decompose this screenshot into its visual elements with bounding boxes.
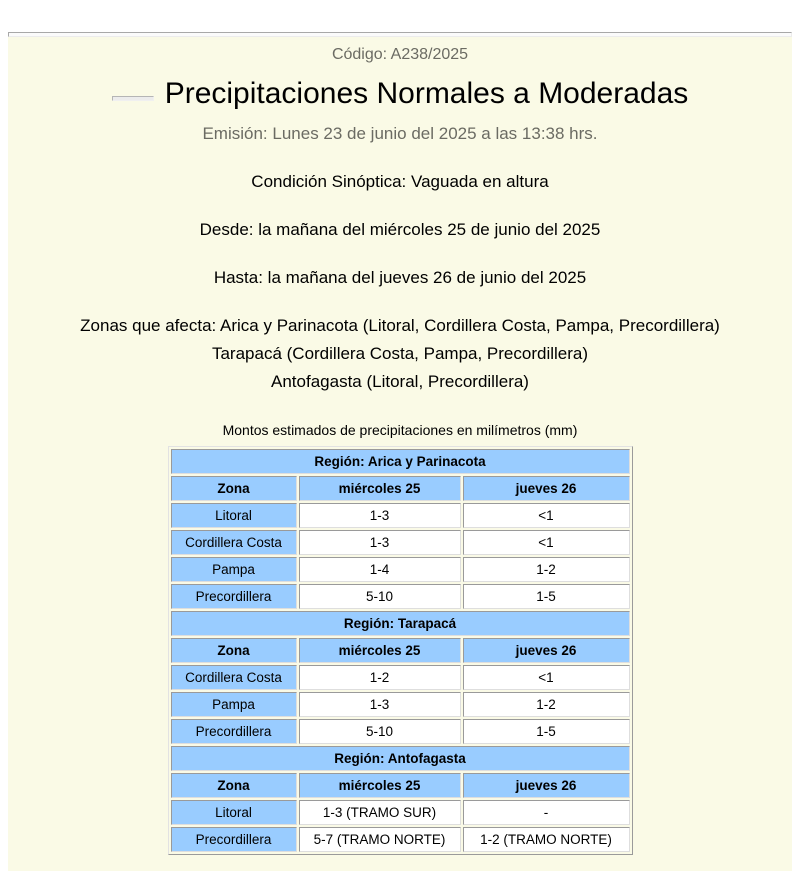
mini-divider [112, 96, 154, 101]
zone-cell: Cordillera Costa [171, 530, 297, 555]
zonas-block [8, 312, 792, 396]
column-header-row [171, 638, 630, 663]
value-cell: 1-5 [463, 719, 630, 744]
value-cell: 1-4 [299, 557, 461, 582]
zonas-line-3: Antofagasta (Litoral, Precordillera) [271, 372, 529, 391]
table-row [171, 692, 630, 717]
column-header-cell: jueves 26 [463, 773, 630, 798]
region-header-cell: Región: Arica y Parinacota [171, 449, 630, 474]
precipitation-table [168, 446, 633, 855]
column-header-cell: jueves 26 [463, 638, 630, 663]
value-cell: <1 [463, 530, 630, 555]
value-cell: 1-3 [299, 530, 461, 555]
page-title: Precipitaciones Normales a Moderadas [164, 77, 689, 110]
top-whitespace [8, 8, 792, 32]
value-cell: - [463, 800, 630, 825]
column-header-cell: Zona [171, 476, 297, 501]
zonas-line-2: Tarapacá (Cordillera Costa, Pampa, Precordillera) [211, 344, 589, 363]
table-row [171, 827, 630, 852]
column-header-cell: miércoles 25 [299, 638, 461, 663]
region-header-row [171, 746, 630, 771]
region-header-row [171, 449, 630, 474]
codigo-line: Código: A238/2025 [331, 46, 469, 63]
value-cell: 5-7 (TRAMO NORTE) [299, 827, 461, 852]
table-row [171, 503, 630, 528]
zone-cell: Litoral [171, 800, 297, 825]
column-header-row [171, 773, 630, 798]
title-row [8, 77, 792, 111]
column-header-cell: jueves 26 [463, 476, 630, 501]
desde-line: Desde: la mañana del miércoles 25 de junio del 2025 [199, 220, 601, 239]
table-row [171, 800, 630, 825]
zone-cell: Precordillera [171, 827, 297, 852]
zone-cell: Precordillera [171, 719, 297, 744]
value-cell: 1-2 [463, 557, 630, 582]
hasta-line: Hasta: la mañana del jueves 26 de junio del 2025 [213, 268, 587, 287]
table-caption: Montos estimados de precipitaciones en milímetros (mm) [222, 422, 578, 438]
precipitation-table-body [171, 449, 630, 852]
condicion-line: Condición Sinóptica: Vaguada en altura [251, 172, 549, 191]
region-header-cell: Región: Antofagasta [171, 746, 630, 771]
value-cell: 1-3 [299, 503, 461, 528]
value-cell: <1 [463, 665, 630, 690]
table-row [171, 719, 630, 744]
column-header-cell: Zona [171, 638, 297, 663]
value-cell: 1-2 (TRAMO NORTE) [463, 827, 630, 852]
table-row [171, 665, 630, 690]
emision-line: Emisión: Lunes 23 de junio del 2025 a las 13:38 hrs. [202, 124, 598, 143]
page-frame [8, 8, 792, 871]
table-row [171, 584, 630, 609]
zone-cell: Pampa [171, 692, 297, 717]
column-header-cell: miércoles 25 [299, 773, 461, 798]
zonas-line-1: Zonas que afecta: Arica y Parinacota (Litoral, Cordillera Costa, Pampa, Precordillera) [80, 316, 720, 335]
zone-cell: Cordillera Costa [171, 665, 297, 690]
table-row [171, 557, 630, 582]
value-cell: <1 [463, 503, 630, 528]
value-cell: 1-5 [463, 584, 630, 609]
value-cell: 1-3 (TRAMO SUR) [299, 800, 461, 825]
table-row [171, 530, 630, 555]
column-header-cell: miércoles 25 [299, 476, 461, 501]
region-header-cell: Región: Tarapacá [171, 611, 630, 636]
column-header-cell: Zona [171, 773, 297, 798]
zone-cell: Precordillera [171, 584, 297, 609]
value-cell: 1-3 [299, 692, 461, 717]
value-cell: 1-2 [463, 692, 630, 717]
value-cell: 5-10 [299, 584, 461, 609]
value-cell: 1-2 [299, 665, 461, 690]
bulletin-document [8, 37, 792, 871]
zone-cell: Pampa [171, 557, 297, 582]
region-header-row [171, 611, 630, 636]
zone-cell: Litoral [171, 503, 297, 528]
column-header-row [171, 476, 630, 501]
value-cell: 5-10 [299, 719, 461, 744]
